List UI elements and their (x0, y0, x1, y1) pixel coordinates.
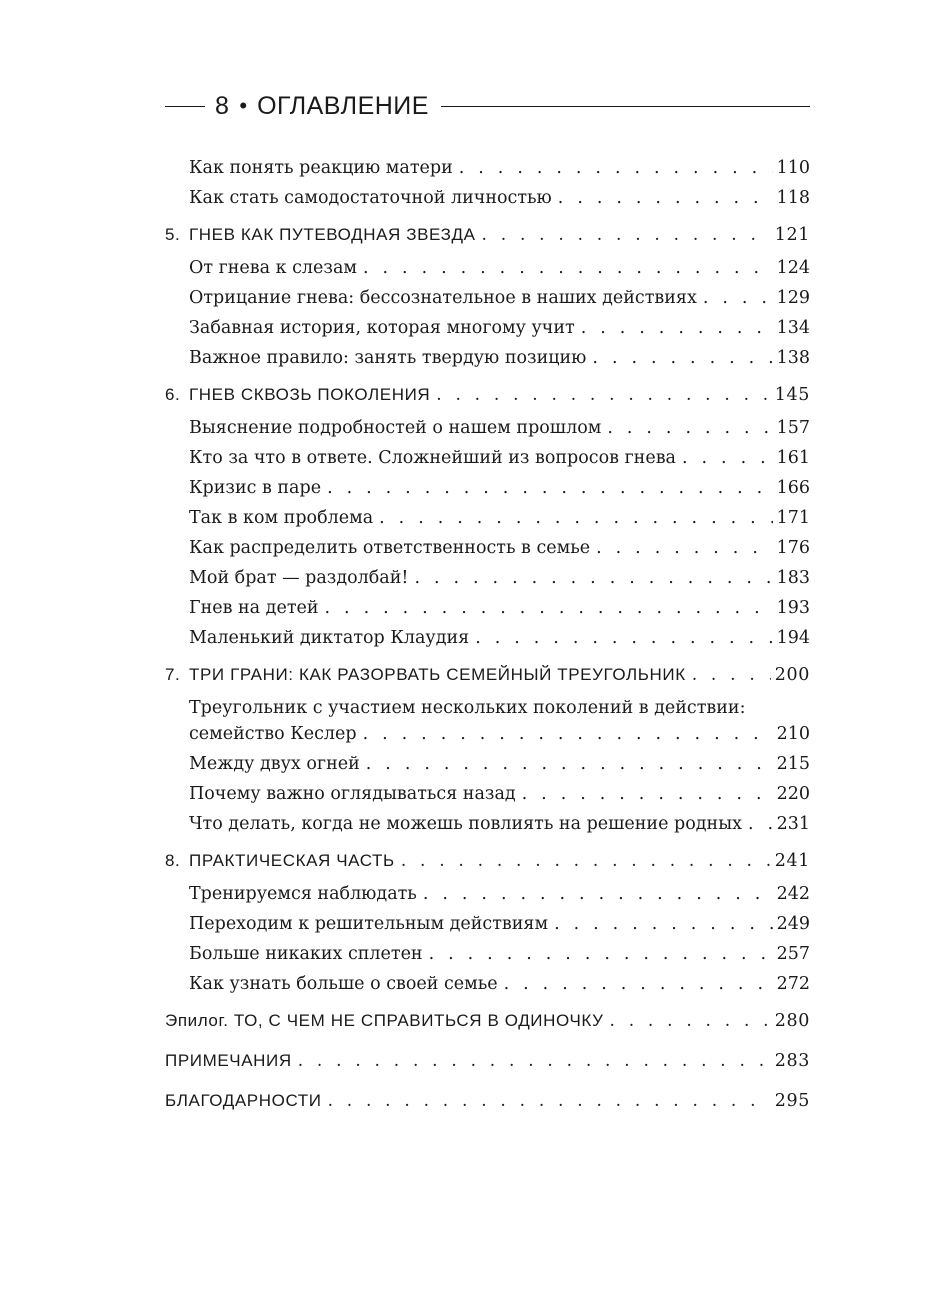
toc-entry-title: Гнев на детей (189, 598, 319, 618)
toc-entry-title: Как распределить ответственность в семье (189, 538, 591, 558)
toc-top-page: 283 (774, 1051, 810, 1071)
toc-leader-dots (592, 343, 772, 373)
toc-top-page: 295 (774, 1091, 810, 1111)
toc-leader-dots (423, 879, 773, 909)
toc-leader-dots (596, 533, 772, 563)
toc-entry[interactable] (165, 343, 810, 373)
toc-epilogue[interactable] (165, 999, 810, 1039)
toc-chapter-page: 121 (774, 225, 810, 245)
toc-leader-dots (682, 443, 773, 473)
toc-entry-page: 161 (776, 448, 810, 468)
toc-entry-title: Тренируемся наблюдать (189, 884, 417, 904)
toc-entry[interactable] (165, 593, 810, 623)
toc-leader-dots (429, 939, 773, 969)
toc-entry-title-line2: семейство Кеслер (189, 724, 357, 744)
toc-entry[interactable] (165, 503, 810, 533)
toc-entry[interactable] (165, 313, 810, 343)
toc-entry-title: Кризис в паре (189, 478, 322, 498)
toc-leader-dots (363, 721, 773, 747)
toc-entry-page: 249 (776, 914, 810, 934)
header-page-number: 8 (215, 91, 230, 120)
toc-entry-page: 118 (776, 188, 810, 208)
toc-chapter-5[interactable] (165, 213, 810, 253)
toc-entry[interactable] (165, 939, 810, 969)
toc-entry-page: 215 (776, 754, 810, 774)
toc-entry[interactable] (165, 879, 810, 909)
toc-leader-dots (325, 593, 773, 623)
toc-entry[interactable] (165, 473, 810, 503)
toc-entry-page: 134 (776, 318, 810, 338)
toc-entry[interactable] (165, 809, 810, 839)
header-rule-left (165, 106, 205, 107)
toc-entry-page: 124 (776, 258, 810, 278)
toc-entry[interactable] (165, 749, 810, 779)
toc-entry-multiline[interactable] (165, 693, 810, 749)
toc-entry-page: 138 (776, 348, 810, 368)
toc-entry-title: Кто за что в ответе. Сложнейший из вопросов гнева (189, 448, 676, 468)
toc-entry-title: Маленький диктатор Клаудия (189, 628, 470, 648)
toc-leader-dots (554, 909, 773, 939)
toc-leader-dots (414, 563, 772, 593)
toc-chapter-page: 200 (774, 665, 810, 685)
toc-entry-page: 231 (776, 814, 810, 834)
toc-entry[interactable] (165, 413, 810, 443)
toc-leader-dots (692, 657, 771, 693)
toc-entry-title: Забавная история, которая многому учит (189, 318, 575, 338)
toc-entry-page: 110 (776, 158, 810, 178)
toc-entry[interactable] (165, 779, 810, 809)
toc-chapter-number: 7. (165, 665, 181, 684)
toc-entry-page: 193 (776, 598, 810, 618)
toc-leader-dots (504, 969, 773, 999)
toc-chapter-6[interactable] (165, 373, 810, 413)
toc-entry-title: Мой брат — раздолбай! (189, 568, 409, 588)
toc-entry-page: 194 (776, 628, 810, 648)
toc-entry-page: 272 (776, 974, 810, 994)
toc-entry[interactable] (165, 909, 810, 939)
toc-entry-title-line1: Треугольник с участием нескольких поколений в действии: (189, 698, 746, 718)
toc-leader-dots (748, 809, 773, 839)
toc-entry-page: 257 (776, 944, 810, 964)
toc-leader-dots (459, 153, 773, 183)
toc-entry-title: Важное правило: занять твердую позицию (189, 348, 587, 368)
toc-entry[interactable] (165, 153, 810, 183)
toc-leader-dots (703, 283, 773, 313)
toc-leader-dots (482, 217, 771, 253)
toc-leader-dots (475, 623, 772, 653)
toc-entry[interactable] (165, 183, 810, 213)
running-header (165, 90, 810, 122)
toc-entry[interactable] (165, 253, 810, 283)
toc-chapter-number: 6. (165, 385, 181, 404)
toc-entry-page: 129 (776, 288, 810, 308)
toc-entry-page: 166 (776, 478, 810, 498)
toc-entry-line2 (189, 721, 810, 747)
toc-leader-dots (581, 313, 773, 343)
toc-entry-title: Как узнать больше о своей семье (189, 974, 498, 994)
toc-entry-title: Так в ком проблема (189, 508, 374, 528)
toc-entry[interactable] (165, 623, 810, 653)
toc-chapter-title: ГНЕВ СКВОЗЬ ПОКОЛЕНИЯ (189, 385, 431, 404)
toc-leader-dots (436, 377, 771, 413)
toc-chapter-8[interactable] (165, 839, 810, 879)
toc-leader-dots (363, 253, 773, 283)
toc-notes[interactable] (165, 1039, 810, 1079)
toc-entry-page: 183 (776, 568, 810, 588)
toc-leader-dots (379, 503, 772, 533)
toc-entry-title: Отрицание гнева: бессознательное в наших действиях (189, 288, 697, 308)
toc-entry[interactable] (165, 563, 810, 593)
toc-leader-dots (327, 473, 773, 503)
toc-entry-page: 242 (776, 884, 810, 904)
header-bullet: • (239, 93, 248, 118)
toc-chapter-page: 145 (774, 385, 810, 405)
toc-leader-dots (522, 779, 773, 809)
toc-entry-title: Что делать, когда не можешь повлиять на решение родных (189, 814, 742, 834)
toc-entry-title: Почему важно оглядываться назад (189, 784, 516, 804)
toc-entry-title: Больше никаких сплетен (189, 944, 423, 964)
toc-chapter-7[interactable] (165, 653, 810, 693)
toc-entry-page: 210 (776, 724, 810, 744)
toc-acknowledgements[interactable] (165, 1079, 810, 1119)
toc-leader-dots (298, 1043, 771, 1079)
toc-entry-page: 171 (776, 508, 810, 528)
toc-entry-title: Как понять реакцию матери (189, 158, 453, 178)
toc-chapter-number: 5. (165, 225, 181, 244)
toc-chapter-title: ПРАКТИЧЕСКАЯ ЧАСТЬ (189, 851, 395, 870)
toc-entry-title: Выяснение подробностей о нашем прошлом (189, 418, 602, 438)
toc-chapter-title: ТРИ ГРАНИ: КАК РАЗОРВАТЬ СЕМЕЙНЫЙ ТРЕУГОЛЬНИК (189, 665, 686, 684)
header-title: ОГЛАВЛЕНИЕ (257, 91, 429, 120)
toc-entry-page: 220 (776, 784, 810, 804)
toc-chapter-title: ГНЕВ КАК ПУТЕВОДНАЯ ЗВЕЗДА (189, 225, 476, 244)
toc-entry-page: 176 (776, 538, 810, 558)
toc-leader-dots (328, 1083, 771, 1119)
header-rule-right (441, 106, 810, 107)
toc-chapter-page: 241 (774, 851, 810, 871)
toc-leader-dots (558, 183, 773, 213)
toc-top-title: Эпилог. ТО, С ЧЕМ НЕ СПРАВИТЬСЯ В ОДИНОЧКУ (165, 1011, 604, 1030)
toc-top-title: БЛАГОДАРНОСТИ (165, 1091, 322, 1110)
table-of-contents (165, 153, 810, 1119)
toc-entry[interactable] (165, 969, 810, 999)
toc-entry[interactable] (165, 283, 810, 313)
toc-leader-dots (607, 413, 772, 443)
toc-top-title: ПРИМЕЧАНИЯ (165, 1051, 292, 1070)
toc-entry[interactable] (165, 443, 810, 473)
toc-entry-title: Между двух огней (189, 754, 360, 774)
toc-leader-dots (609, 1003, 770, 1039)
toc-entry-page: 157 (776, 418, 810, 438)
toc-leader-dots (401, 843, 771, 879)
toc-chapter-number: 8. (165, 851, 181, 870)
toc-top-page: 280 (774, 1011, 810, 1031)
toc-entry-title: Как стать самодостаточной личностью (189, 188, 552, 208)
toc-entry-title: Переходим к решительным действиям (189, 914, 549, 934)
toc-entry-title: От гнева к слезам (189, 258, 357, 278)
toc-entry[interactable] (165, 533, 810, 563)
toc-leader-dots (366, 749, 773, 779)
